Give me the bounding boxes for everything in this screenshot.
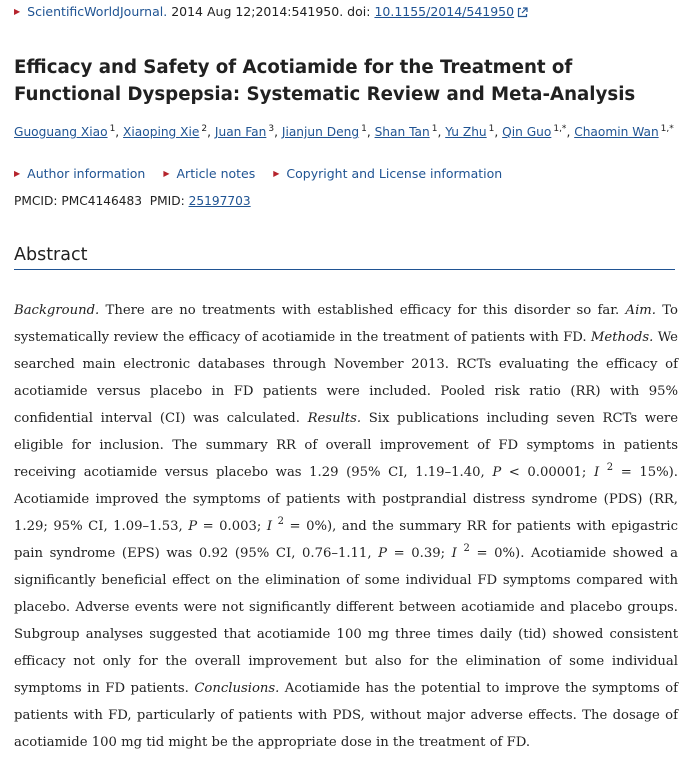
author-link[interactable]: Xiaoping Xie bbox=[123, 125, 200, 139]
results-text: = 0.39; bbox=[387, 546, 452, 561]
i-symbol: I bbox=[593, 465, 607, 480]
conclusions-label: Conclusions. bbox=[194, 681, 280, 696]
results-text: < 0.00001; bbox=[501, 465, 594, 480]
results-text: = 0%). Acotiamide showed a significantly beneficial effect on the elimination of some individual FD symptoms compared with placebo. Adverse events were not significantly different between acotiamide and placebo groups. Subgroup analyses suggested that acotiamide 100 mg three times daily (tid) showed consistent efficacy not only for the overall improvement but also for the elimination of some individual symptoms in FD patients. bbox=[14, 546, 678, 696]
article-identifiers bbox=[14, 192, 251, 210]
p-symbol: P bbox=[188, 519, 198, 534]
aim-text: To systematically review the efficacy of acotiamide in the treatment of patients with FD. bbox=[14, 303, 678, 345]
results-text: = 15%). Acotiamide improved the symptoms of patients with postprandial distress syndrome (PDS) (RR, 1.29; 95% CI, 1.09–1.53, bbox=[14, 465, 678, 534]
i-squared-sup: 2 bbox=[463, 543, 470, 554]
conclusions-text: Acotiamide has the potential to improve the symptoms of patients with FD, particularly of patients with PDS, without major adverse effects. The dosage of acotiamide 100 mg tid might be the appropriate dose in the treatment of FD. bbox=[14, 681, 678, 750]
aim-label: Aim. bbox=[625, 303, 656, 318]
results-text: = 0.003; bbox=[197, 519, 267, 534]
copyright-toggle[interactable] bbox=[273, 166, 502, 181]
author-affiliation: 1 bbox=[109, 124, 116, 134]
pmcid-value: PMC4146483 bbox=[61, 194, 142, 208]
i-squared-sup: 2 bbox=[606, 462, 614, 473]
p-symbol: P bbox=[378, 546, 387, 561]
author-information-label: Author information bbox=[27, 166, 146, 181]
article-notes-label: Article notes bbox=[176, 166, 256, 181]
background-label: Background. bbox=[14, 303, 100, 318]
background-text: There are no treatments with established efficacy for this disorder so far. bbox=[99, 303, 626, 318]
author-affiliation: 1 bbox=[431, 124, 438, 134]
pmid-link[interactable]: 25197703 bbox=[188, 194, 251, 208]
abstract-text bbox=[14, 297, 678, 756]
i-squared-sup: 2 bbox=[277, 516, 284, 527]
author-link[interactable]: Shan Tan bbox=[374, 125, 430, 139]
triangle-bullet-icon: ▶ bbox=[14, 7, 21, 16]
author-affiliation: 2 bbox=[201, 124, 208, 134]
citation-date: 2014 Aug 12;2014:541950. bbox=[171, 4, 344, 19]
triangle-bullet-icon: ▶ bbox=[273, 169, 280, 178]
article-info-links bbox=[14, 165, 516, 183]
author-affiliation: 1,* bbox=[660, 124, 674, 134]
triangle-bullet-icon: ▶ bbox=[163, 169, 170, 178]
triangle-bullet-icon: ▶ bbox=[14, 169, 21, 178]
methods-text: We searched main electronic databases through November 2013. RCTs evaluating the efficacy of acotiamide versus placebo in FD patients were included. Pooled risk ratio (RR) with 95% confidential interval (CI) was calculated. bbox=[14, 330, 678, 426]
p-symbol: P bbox=[492, 465, 502, 480]
author-information-toggle[interactable] bbox=[14, 166, 145, 181]
article-notes-toggle[interactable] bbox=[163, 166, 255, 181]
external-link-icon[interactable] bbox=[517, 5, 528, 23]
i-symbol: I bbox=[451, 546, 464, 561]
author-link[interactable]: Qin Guo bbox=[502, 125, 552, 139]
doi-link[interactable]: 10.1155/2014/541950 bbox=[374, 4, 515, 19]
author-link[interactable]: Guoguang Xiao bbox=[14, 125, 108, 139]
article-title: Efficacy and Safety of Acotiamide for the Treatment of Functional Dyspepsia: Systematic Review and Meta-Analysis bbox=[14, 57, 636, 105]
results-text: Six publications including seven RCTs were eligible for inclusion. The summary RR of overall improvement of FD symptoms in patients receiving acotiamide versus placebo was 1.29 (95% CI, 1.19–1.40, bbox=[14, 411, 678, 480]
author-link[interactable]: Jianjun Deng bbox=[281, 125, 360, 139]
copyright-label: Copyright and License information bbox=[286, 166, 503, 181]
methods-label: Methods. bbox=[590, 330, 654, 345]
author-affiliation: 1 bbox=[361, 124, 367, 134]
doi-label: doi: bbox=[347, 4, 371, 19]
author-link[interactable]: Juan Fan bbox=[214, 125, 267, 139]
author-affiliation: 1 bbox=[488, 124, 495, 134]
journal-link[interactable]: ScientificWorldJournal. bbox=[27, 4, 168, 19]
results-text: = 0%), and the summary RR for patients with epigastric pain syndrome (EPS) was 0.92 (95% CI, 0.76–1.11, bbox=[14, 519, 678, 561]
author-list: Guoguang Xiao $^1$, Xiaoping Xie $^2$, Juan Fan $^3$, Jianjun Deng $^1$, Shan Tan $^1$, Yu Zhu $^1$, Qin Guo $^{1,*}$, Chaomin Wan $^{1,*}$ bbox=[14, 124, 674, 139]
pmcid-label: PMCID: bbox=[14, 194, 58, 208]
abstract-heading: Abstract bbox=[14, 243, 675, 270]
author-link[interactable]: Chaomin Wan bbox=[574, 125, 659, 139]
author-link[interactable]: Yu Zhu bbox=[445, 125, 487, 139]
author-affiliation: 3 bbox=[268, 124, 275, 134]
citation-line bbox=[14, 3, 528, 23]
i-symbol: I bbox=[266, 519, 278, 534]
pmid-label: PMID: bbox=[149, 194, 185, 208]
author-affiliation: 1,* bbox=[553, 124, 567, 134]
results-label: Results. bbox=[307, 411, 362, 426]
